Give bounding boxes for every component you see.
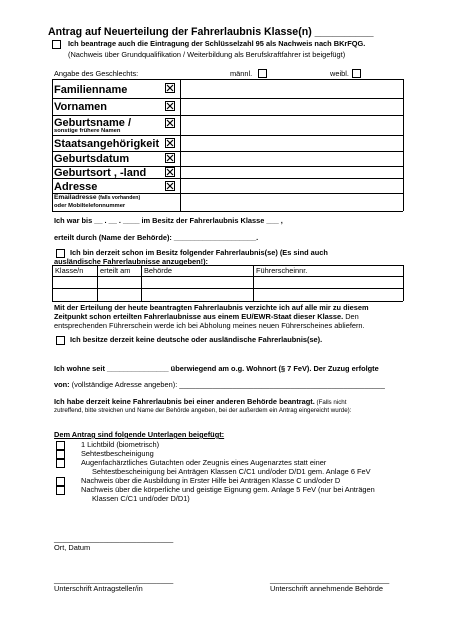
doc-first-aid-label: Nachweis über die Ausbildung in Erster Hilfe bei Anträgen Klasse C und/oder D (81, 476, 341, 485)
existing-license-text-2: ausländische Fahrerlaubnisse anzugeben!): (54, 257, 209, 266)
place-date-label: Ort, Datum (54, 543, 91, 552)
doc-photo-label: 1 Lichtbild (biometrisch) (81, 440, 160, 449)
no-license-text: Ich besitze derzeit keine deutsche oder ausländische Fahrerlaubnis(se). (70, 335, 323, 344)
applicant-signature-line[interactable]: _____________________________ (54, 575, 174, 584)
residence-from-line: von: (vollständige Adresse angeben): __________________________________________________ (54, 380, 385, 389)
waiver-notice-3: entsprechenden Führerschein werde ich bei Abholung meines neuen Führerscheines abliefern. (54, 321, 365, 330)
mandatory-x-icon (165, 153, 175, 163)
label-staatsangehoerigkeit: Staatsangehörigkeit (54, 138, 160, 150)
bkrfqg-checkbox[interactable] (52, 40, 61, 49)
col-behoerde: Behörde (144, 266, 172, 275)
place-date-line[interactable]: _____________________________ (54, 534, 174, 543)
col-klasse: Klasse/n (55, 266, 84, 275)
col-erteilt-am: erteilt am (100, 266, 131, 275)
mandatory-x-icon (165, 181, 175, 191)
label-adresse: Adresse (54, 181, 98, 193)
authority-signature-label: Unterschrift annehmende Behörde (270, 584, 383, 593)
waiver-notice-1: Mit der Erteilung der heute beantragten Fahrerlaubnis verzichte ich auf alle mir zu diesem (54, 303, 369, 312)
label-email-sub: oder Mobiltelefonnummer (54, 203, 126, 209)
prior-license-line: Ich war bis __ . __ . ____ im Besitz der Fahrerlaubnis Klasse ___ , (54, 216, 283, 225)
mandatory-x-icon (165, 118, 175, 128)
doc-fitness-label-2: Klassen C/C1 und/oder D/D1) (92, 494, 190, 503)
label-email: Emailadresse (falls vorhanden) (54, 194, 141, 201)
label-geburtsort: Geburtsort , -land (54, 167, 147, 179)
label-geburtsname: Geburtsname / (54, 117, 132, 129)
doc-first-aid-checkbox[interactable] (56, 477, 65, 486)
mandatory-x-icon (165, 138, 175, 148)
waiver-notice-2: Zeitpunkt schon erteilten Fahrerlaubnisse aus einem EU/EWR-Staat dieser Klasse. Den (54, 312, 359, 321)
gender-male-checkbox[interactable] (258, 69, 267, 78)
label-vornamen: Vornamen (54, 101, 107, 113)
authority-signature-line[interactable]: _____________________________ (270, 575, 390, 584)
gender-label: Angabe des Geschlechts: (54, 69, 139, 78)
doc-photo-checkbox[interactable] (56, 441, 65, 450)
gender-male-label: männl. (230, 69, 253, 78)
col-fuehrerscheinnr: Führerscheinnr. (256, 266, 308, 275)
other-authority-note: zutreffend, bitte streichen und Name der Behörde angeben, bei der außerdem ein Antrag eingereicht wurde): (54, 407, 352, 414)
doc-fitness-label: Nachweis über die körperliche und geistige Eignung gem. Anlage 5 FeV (nur bei Anträgen (81, 485, 375, 494)
form-title: Antrag auf Neuerteilung der Fahrerlaubnis Klasse(n) __________ (48, 26, 374, 38)
label-geburtsdatum: Geburtsdatum (54, 153, 130, 165)
gender-female-checkbox[interactable] (352, 69, 361, 78)
documents-heading: Dem Antrag sind folgende Unterlagen beigefügt: (54, 430, 225, 439)
doc-eye-report-label-2: Sehtestbescheinigung bei Anträgen Klassen C/C1 und/oder D/D1 gem. Anlage 6 FeV (92, 467, 371, 476)
applicant-signature-label: Unterschrift Antragsteller/in (54, 584, 143, 593)
gender-female-label: weibl. (330, 69, 349, 78)
residence-line: Ich wohne seit _______________ überwiegend am o.g. Wohnort (§ 7 FeV). Der Zuzug erfolgte (54, 364, 379, 373)
mandatory-x-icon (165, 83, 175, 93)
mandatory-x-icon (165, 101, 175, 111)
doc-eyetest-checkbox[interactable] (56, 450, 65, 459)
issuing-authority-line: erteilt durch (Name der Behörde): ____________________. (54, 233, 259, 242)
doc-fitness-checkbox[interactable] (56, 486, 65, 495)
doc-eyetest-label: Sehtestbescheinigung (81, 449, 154, 458)
label-familienname: Familienname (54, 84, 128, 96)
existing-license-text: Ich bin derzeit schon im Besitz folgender Fahrerlaubnis(se) (Es sind auch (70, 248, 328, 257)
bkrfqg-note: (Nachweis über Grundqualifikation / Weiterbildung als Berufskraftfahrer ist beigefügt) (68, 50, 346, 59)
no-license-checkbox[interactable] (56, 336, 65, 345)
other-authority-line: Ich habe derzeit keine Fahrerlaubnis bei einer anderen Behörde beantragt. (Falls nicht (54, 397, 347, 406)
doc-eye-report-checkbox[interactable] (56, 459, 65, 468)
label-geburtsname-sub: sonstige frühere Namen (54, 128, 121, 134)
doc-eye-report-label: Augenfachärztliches Gutachten oder Zeugnis eines Augenarztes statt einer (81, 458, 327, 467)
bkrfqg-text: Ich beantrage auch die Eintragung der Schlüsselzahl 95 als Nachweis nach BKrFQG. (68, 39, 366, 48)
mandatory-x-icon (165, 167, 175, 177)
